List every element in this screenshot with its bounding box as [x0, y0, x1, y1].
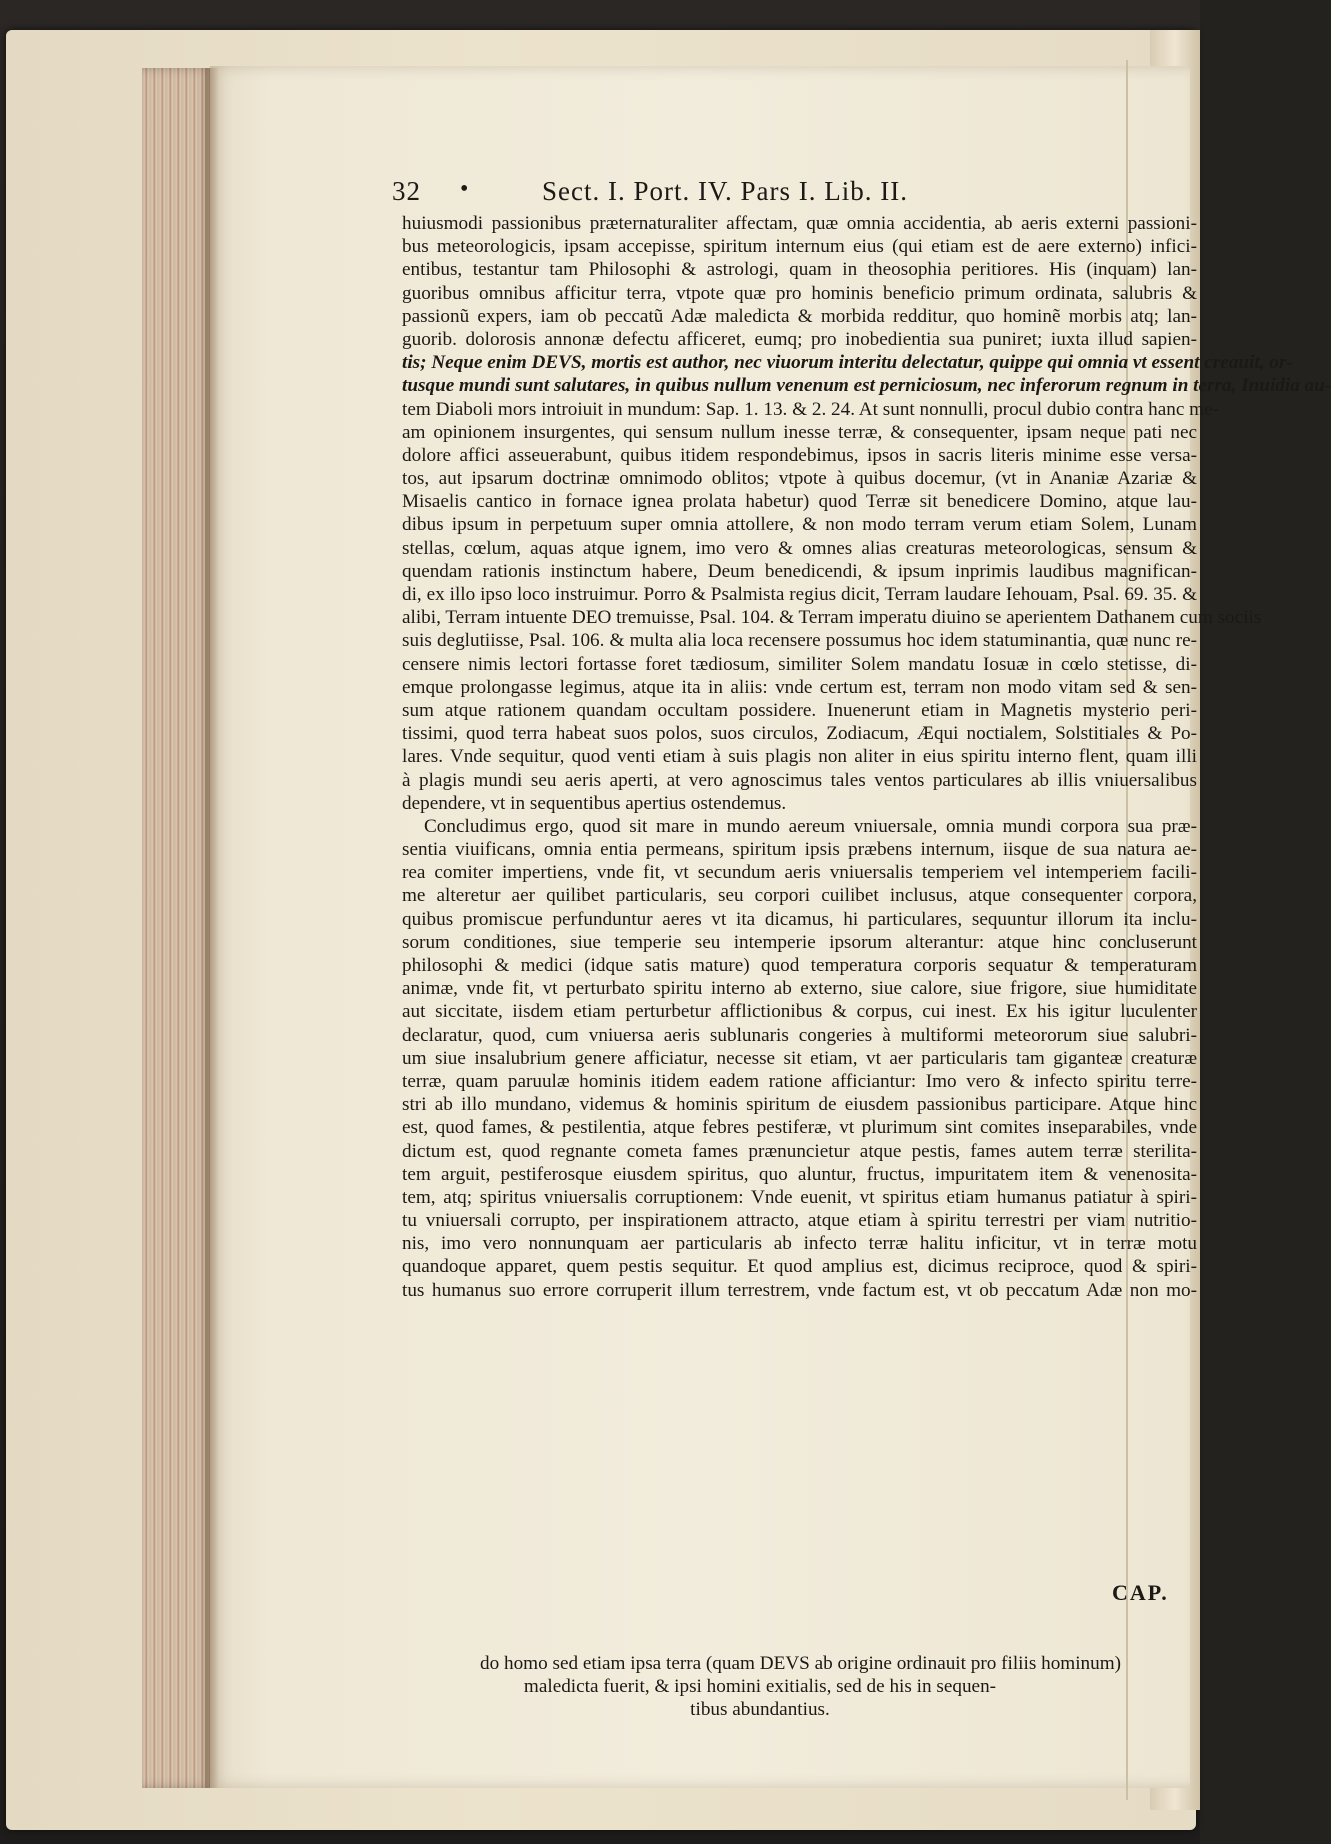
text-line: entibus, testantur tam Philosophi & astrologi, quam in theosophia peritiores. His (inquam) lan-	[402, 259, 1197, 281]
text-line: aut siccitate, iisdem etiam perturbetur afflictionibus & corpus, cui inest. Ex his igitur luculenter	[402, 1001, 1197, 1023]
text-line: philosophi & medici (idque satis mature) quod temperatura corporis sequatur & temperaturam	[402, 955, 1197, 976]
text-line: censere nimis lectori fortasse foret tædiosum, similiter Solem mandatu Iosuæ in cœlo stetisse, di-	[402, 653, 1197, 675]
catchword: CAP.	[1112, 1580, 1169, 1605]
text-line: do homo sed etiam ipsa terra (quam DEVS ab origine ordinauit pro filiis hominum)	[480, 1653, 1122, 1674]
text-line: me alteretur aer quilibet particularis, seu corpori cuilibet inclusus, atque consequenter corpora,	[402, 885, 1197, 907]
page-stack-edge	[142, 68, 212, 1788]
text-line: sum atque rationem quandam occultam possidere. Inuenerunt etiam in Magnetis mysterio peri-	[402, 699, 1197, 721]
text-line: tem arguit, pestiferosque eiusdem spiritus, quo aluntur, fructus, impuritatem item & venenosita-	[402, 1163, 1197, 1185]
page-number: 32	[392, 176, 421, 206]
text-line: sorum conditiones, siue temperie seu intemperie ipsorum alterantur: atque hinc concluserunt	[402, 931, 1197, 953]
gutter-shadow	[205, 68, 219, 1788]
text-line: stri ab illo mundano, videmus & hominis spiritum de eiusdem passionibus participare. Atque hinc	[402, 1094, 1197, 1116]
text-line: bus meteorologicis, ipsam accepisse, spiritum internum eius (qui etiam est de aere externo) infici-	[402, 236, 1197, 258]
text-line: tos, aut ipsarum doctrinæ omnimodo oblitos; vtpote à quibus docemur, (vt in Ananiæ Azariæ &	[402, 468, 1197, 490]
text-line: tem Diaboli mors introiuit in mundum: Sap. 1. 13. & 2. 24. At sunt nonnulli, procul dubio contra hanc me-	[402, 398, 1219, 420]
text-line: guorib. dolorosis annonæ defectu afficeret, eumq; pro inobedientia sua puniret; iuxta illud sapien-	[402, 328, 1197, 350]
text-line: huiusmodi passionibus præternaturaliter affectam, quæ omnia accidentia, ab aeris externi passioni-	[402, 213, 1197, 234]
text-line: am opinionem insurgentes, qui sensum nullum inesse terræ, & consequenter, ipsam neque pati nec	[402, 421, 1197, 443]
text-line: est, quod fames, & pestilentia, atque febres pestiferæ, vt plurimum sint comites inseparabiles, vnde	[402, 1117, 1197, 1139]
text-line: tu vniuersali corrupto, per inspirationem attracto, atque etiam à spiritu terrestri per viam nutritio-	[402, 1210, 1197, 1232]
main-text	[402, 212, 1331, 1302]
text-line: stellas, cœlum, aquas atque ignem, imo vero & omnes alias creaturas meteorologicas, sensum &	[402, 537, 1197, 559]
text-line: tissimi, quod terra habeat suos polos, suos circulos, Zodiacum, Æqui noctialem, Solstitiales & Po-	[402, 723, 1197, 745]
text-line: passionũ expers, iam ob peccatũ Adæ maledicta & morbida redditur, quo hominẽ morbis atq; lan-	[402, 305, 1197, 327]
text-line: lares. Vnde sequitur, quod venti etiam à suis plagis non aliter in eius spiritu interno flent, quam illi	[402, 746, 1197, 768]
text-line: dibus ipsum in perpetuum super omnia attollere, & non modo terram verum etiam Solem, Lunam	[402, 514, 1197, 536]
text-line: quibus promiscue perfunduntur aeres vt ita dicamus, hi particulares, sequuntur illorum ita inclu-	[402, 908, 1197, 930]
text-line: tibus abundantius.	[690, 1699, 830, 1721]
running-head: Sect. I. Port. IV. Pars I. Lib. II.	[542, 176, 908, 206]
text-line: di, ex illo ipso loco instruimur. Porro & Psalmista regius dicit, Terram laudare Iehouam, Psal. 69. 35. &	[402, 584, 1197, 605]
text-line: quendam rationis instinctum habere, Deum benedicendi, & ipsum inprimis laudibus magnifican-	[402, 560, 1197, 582]
text-line: nis, imo vero nonnunquam aer particularis ab infecto terræ halitu inficitur, vt in terræ motu	[402, 1233, 1197, 1255]
text-line: quandoque apparet, quem pestis sequitur. Et quod amplius est, dicimus reciproce, quod & spiri-	[402, 1256, 1197, 1278]
text-line: emque prolongasse legimus, atque ita in aliis: vnde certum est, terram non modo vitam sed & sen-	[402, 676, 1197, 698]
header-dot: •	[460, 176, 469, 202]
text-line: rea comiter impertiens, vnde fit, vt secundum aeris vniuersalis temperiem vel intemperiem facili-	[402, 862, 1197, 884]
text-line: terræ, quam paruulæ hominis itidem eadem ratione afficiantur: Imo vero & infecto spiritu terre-	[402, 1070, 1197, 1092]
text-line: tis; Neque enim DEVS, mortis est author, nec viuorum interitu delectatur, quippe qui omnia vt essent creauit, or-	[402, 352, 1293, 374]
text-line: tem, atq; spiritus vniuersalis corruptionem: Vnde euenit, vt spiritus etiam humanus patiatur à spiri-	[402, 1186, 1197, 1208]
text-line: Concludimus ergo, quod sit mare in mundo aereum vniuersale, omnia mundi corpora sua præ-	[424, 815, 1197, 837]
text-line: um siue insalubrium genere afficiatur, necesse sit etiam, vt aer particularis tam giganteæ creaturæ	[402, 1047, 1197, 1069]
text-line: guoribus omnibus afficitur terra, vtpote quæ pro hominis beneficio primum ordinata, salubris &	[402, 282, 1197, 304]
closing-lines	[480, 1652, 1122, 1722]
text-line: alibi, Terram intuente DEO tremuisse, Psal. 104. & Terram imperatu diuino se aperientem Dathanem cum sociis	[402, 607, 1262, 629]
text-line: animæ, vnde fit, vt perturbato spiritu interno ab externo, siue calore, siue frigore, siue humiditate	[402, 978, 1197, 1000]
text-line: dolore affici asseuerabunt, quibus itidem respondebimus, ipsos in sacris literis minime esse versa-	[402, 444, 1197, 466]
text-line: tusque mundi sunt salutares, in quibus nullum venenum est perniciosum, nec inferorum regnum in terra, Inuidia au-	[402, 375, 1331, 397]
text-line: maledicta fuerit, & ipsi homini exitialis, sed de his in sequen-	[523, 1676, 997, 1698]
paragraph-1	[402, 212, 1331, 815]
text-line: à plagis mundi seu aeris aperti, at vero agnoscimus tales ventos particulares ab illis vniuersalibus	[402, 769, 1197, 791]
text-line: dependere, vt in sequentibus apertius ostendemus.	[402, 792, 787, 814]
text-line: declaratur, quod, cum vniuersa aeris sublunaris congeries à multiformi meteororum siue salubri-	[402, 1024, 1197, 1046]
text-line: suis deglutiisse, Psal. 106. & multa alia loca recensere possumus hoc idem statuminantia, quæ nunc re-	[402, 630, 1197, 652]
page-header	[392, 176, 1002, 210]
text-line: sentia viuificans, omnia entia permeans, spiritum ipsis præbens internum, iisque de sua natura ae-	[402, 839, 1197, 861]
paragraph-2	[402, 815, 1197, 1302]
text-line: Misaelis cantico in fornace ignea prolata habetur) quod Terræ sit benedicere Domino, atque lau-	[402, 491, 1197, 513]
text-line: tus humanus suo errore corruperit illum terrestrem, vnde factum est, vt ob peccatum Adæ non mo-	[402, 1279, 1197, 1301]
text-line: dictum est, quod regnante cometa fames prænuncietur atque pestis, fames autem terræ sterilita-	[402, 1140, 1197, 1162]
